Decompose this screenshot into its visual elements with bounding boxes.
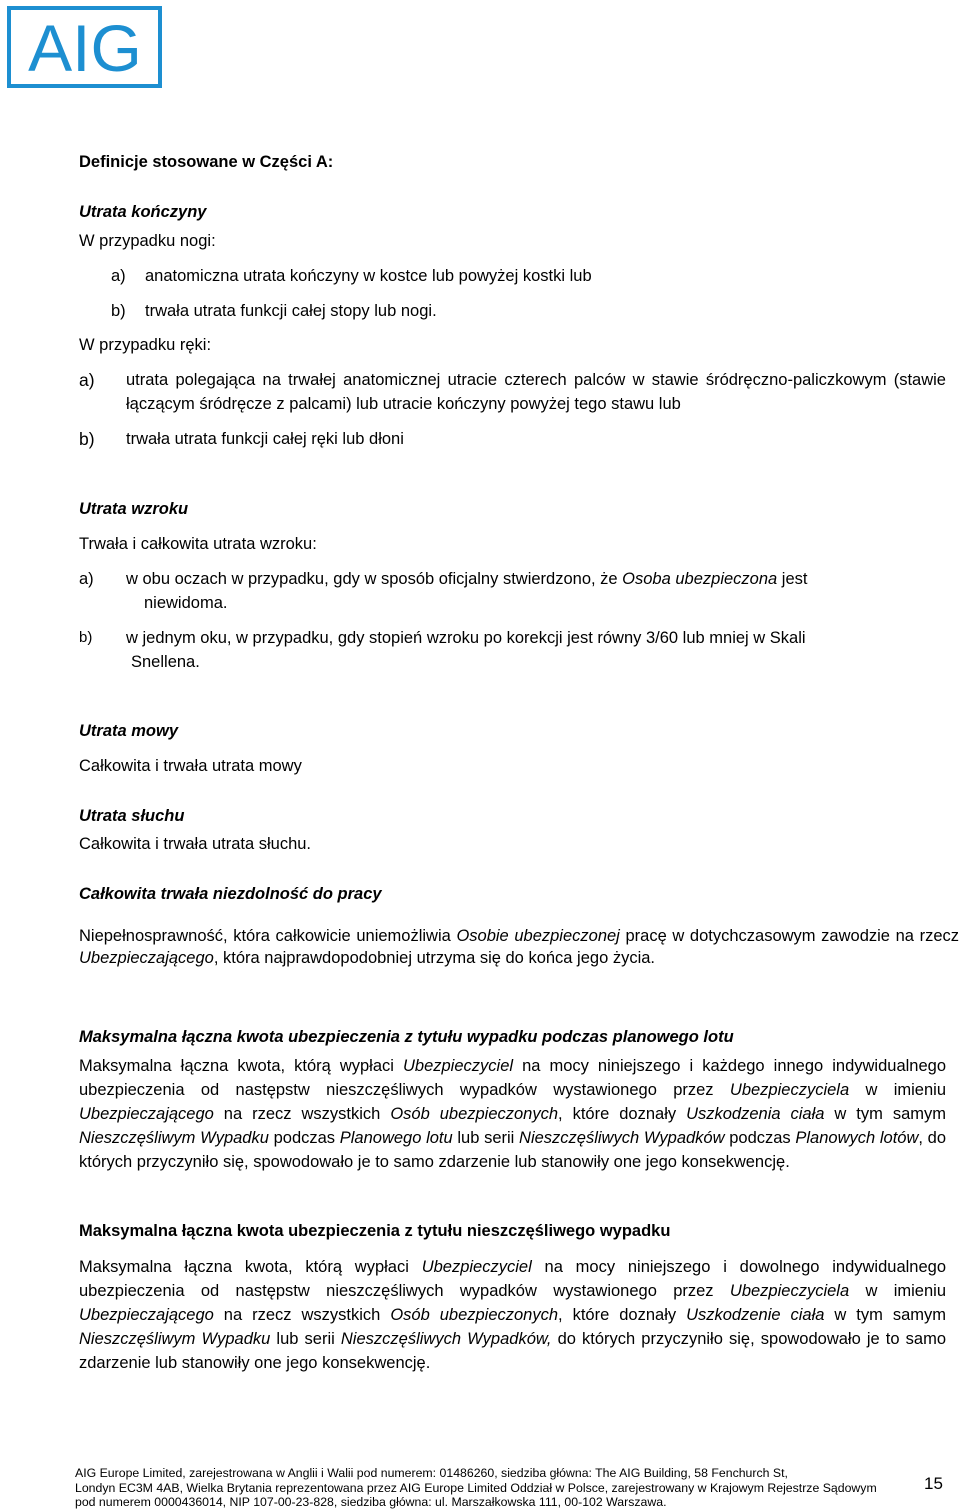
list-item [79,567,946,615]
list-text-continuation: Snellena. [131,653,200,671]
leg-intro: W przypadku nogi: [79,232,216,250]
limb-title: Utrata kończyny [79,203,207,221]
list-text [126,626,946,674]
leg-list [111,264,946,323]
list-label: a) [79,370,95,390]
max-accident-text: Maksymalna łączna kwota, którą wypłaci Ubezpieczyciel na mocy niniejszego i dowolnego indywidualnego ubezpieczenia od następstw nieszczęśliwych wypadków wystawionego przez Ubezpieczyciela w imieniu Ubezpieczającego na rzecz wszystkich Osób ubezpieczonych, które doznały Uszkodzenie ciała w tym samym Nieszczęśliwym Wypadku lub serii Nieszczęśliwych Wypadków, do których przyczyniło się, spowodowało je to samo zdarzenie lub stanowiły one jego konsekwencję. [79,1258,947,1372]
list-text: trwała utrata funkcji całej stopy lub nogi. [145,302,437,320]
hand-intro: W przypadku ręki: [79,336,212,354]
list-item [79,626,946,674]
footer-line: Londyn EC3M 4AB, Wielka Brytania reprezentowana przez AIG Europe Limited Oddział w Polsce, zarejestrowany w Krajowym Rejestrze Sądowym [75,1480,877,1495]
list-label: b) [79,629,93,646]
aig-logo [7,6,162,88]
list-text [126,567,946,615]
speech-title: Utrata mowy [79,722,179,740]
list-label: a) [79,570,94,588]
speech-text: Całkowita i trwała utrata mowy [79,757,302,775]
document-body [79,150,960,1375]
list-text-line: w obu oczach w przypadku, gdy w sposób oficjalny stwierdzono, że Osoba ubezpieczona jest [126,570,808,588]
list-text-continuation: niewidoma. [144,594,228,612]
aig-logo-mark [15,16,155,78]
footer-line: AIG Europe Limited, zarejestrowana w Anglii i Walii pod numerem: 01486260, siedziba główna: The AIG Building, 58 Fenchurch St, [75,1466,788,1480]
list-label: b) [79,429,95,449]
sight-title: Utrata wzroku [79,500,189,518]
disability-text: Niepełnosprawność, która całkowicie uniemożliwia Osobie ubezpieczonej pracę w dotychczasowym zawodzie na rzecz Ubezpieczającego, która najprawdopodobniej utrzyma się do końca jego życia. [79,927,960,967]
sight-list [79,567,946,674]
max-accident-title: Maksymalna łączna kwota ubezpieczenia z tytułu nieszczęśliwego wypadku [79,1222,671,1240]
hand-list [79,368,946,451]
hearing-text: Całkowita i trwała utrata słuchu. [79,835,312,853]
list-item [111,264,946,288]
page-footer [75,1466,925,1510]
list-text: anatomiczna utrata kończyny w kostce lub powyżej kostki lub [145,267,592,285]
disability-title: Całkowita trwała niezdolność do pracy [79,885,382,903]
list-label: b) [111,302,126,320]
page-heading: Definicje stosowane w Części A: [79,153,334,171]
list-label: a) [111,267,126,285]
footer-line: pod numerem 0000436014, NIP 107-00-23-828, siedziba główna: ul. Marszałkowska 111, 00-102 Warszawa. [75,1495,667,1510]
hearing-title: Utrata słuchu [79,807,185,825]
list-text-line: w jednym oku, w przypadku, gdy stopień wzroku po korekcji jest równy 3/60 lub mniej w Skali [126,629,806,647]
list-text: utrata polegająca na trwałej anatomicznej utracie czterech palców w stawie śródręczno-paliczkowym (stawie łączącym śródręcze z palcami) lub utracie kończyny powyżej tego stawu lub [126,371,946,413]
sight-intro: Trwała i całkowita utrata wzroku: [79,535,317,553]
list-item [79,368,946,416]
page-number: 15 [924,1474,943,1493]
max-flight-title: Maksymalna łączna kwota ubezpieczenia z tytułu wypadku podczas planowego lotu [79,1028,734,1046]
list-text: trwała utrata funkcji całej ręki lub dłoni [126,430,404,448]
list-item [111,299,946,323]
svg-text:AIG: AIG [27,16,142,78]
list-item [79,427,946,451]
max-flight-text: Maksymalna łączna kwota, którą wypłaci Ubezpieczyciel na mocy niniejszego i każdego innego indywidualnego ubezpieczenia od następstw nieszczęśliwych wypadków wystawionego przez Ubezpieczyciela w imieniu Ubezpieczającego na rzecz wszystkich Osób ubezpieczonych, które doznały Uszkodzenia ciała w tym samym Nieszczęśliwym Wypadku podczas Planowego lotu lub serii Nieszczęśliwych Wypadków podczas Planowych lotów, do których przyczyniło się, spowodowało je to samo zdarzenie lub stanowiły one jego konsekwencję. [79,1057,947,1171]
